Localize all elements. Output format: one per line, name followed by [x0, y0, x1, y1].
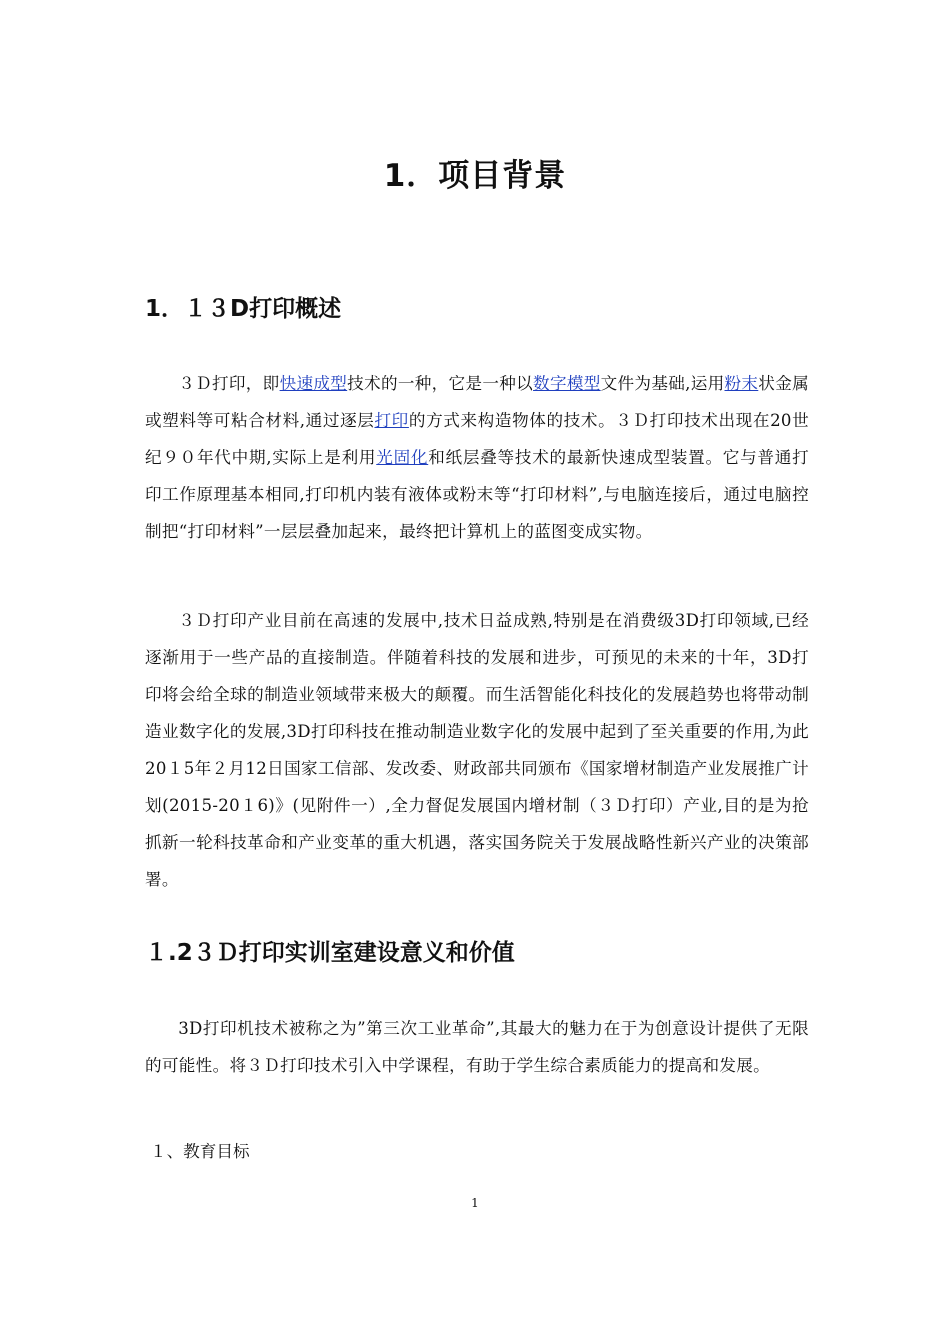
- hyperlink[interactable]: 打印: [374, 411, 409, 430]
- text-run: 技术的一种，它是一种以: [347, 374, 534, 393]
- paragraph-revolution: 3D打印机技术被称之为”第三次工业革命”,其最大的魅力在于为创意设计提供了无限的可能性。将３Ｄ打印技术引入中学课程，有助于学生综合素质能力的提高和发展。: [145, 1019, 809, 1075]
- page-number: 1: [471, 1196, 479, 1210]
- list-item-education-goal: １、教育目标: [150, 1142, 250, 1161]
- hyperlink[interactable]: 粉末: [724, 374, 759, 393]
- text-run: 和纸层叠等技术的最新快速成型装置。它与普通打印工作原理基本相同,打印机内装有液体或粉末等“打印材料”,与电脑连接后，通过电脑控制把“打印材料”一层层叠加起来，最终把计算机上的蓝图变成实物。: [145, 448, 809, 541]
- paragraph-3d-printing-definition: [145, 365, 809, 550]
- section-heading-overview: 1．１３D打印概述: [145, 296, 342, 322]
- text-run: 状金属或塑料等可粘合材料,通过逐层: [145, 374, 809, 430]
- hyperlink[interactable]: 快速成型: [279, 374, 348, 393]
- text-run: ３Ｄ打印，即: [178, 374, 280, 393]
- paragraph-industry-development: ３Ｄ打印产业目前在高速的发展中,技术日益成熟,特别是在消费级3D打印领域,已经逐渐用于一些产品的直接制造。伴随着科技的发展和进步，可预见的未来的十年，3D打印将会给全球的制造业领域带来极大的颠覆。而生活智能化科技化的发展趋势也将带动制造业数字化的发展,3D打印科技在推动制造业数字化的发展中起到了至关重要的作用,为此20１5年２月12日国家工信部、发改委、财政部共同颁布《国家增材制造产业发展推广计划(2015-20１6)》(见附件一）,全力督促发展国内增材制（３Ｄ打印）产业,目的是为抢抓新一轮科技革命和产业变革的重大机遇，落实国务院关于发展战略性新兴产业的决策部署。: [145, 611, 809, 889]
- text-run: 的方式来构造物体的技术。３Ｄ打印技术出现在20世纪９０年代中期,实际上是利用: [145, 411, 809, 467]
- hyperlink[interactable]: 光固化: [376, 448, 429, 467]
- hyperlink[interactable]: 数字模型: [533, 374, 601, 393]
- section-heading-significance: １.2３Ｄ打印实训室建设意义和价值: [145, 940, 515, 966]
- text-run: 文件为基础,运用: [600, 374, 725, 393]
- page-title: 1．项目背景: [383, 158, 567, 194]
